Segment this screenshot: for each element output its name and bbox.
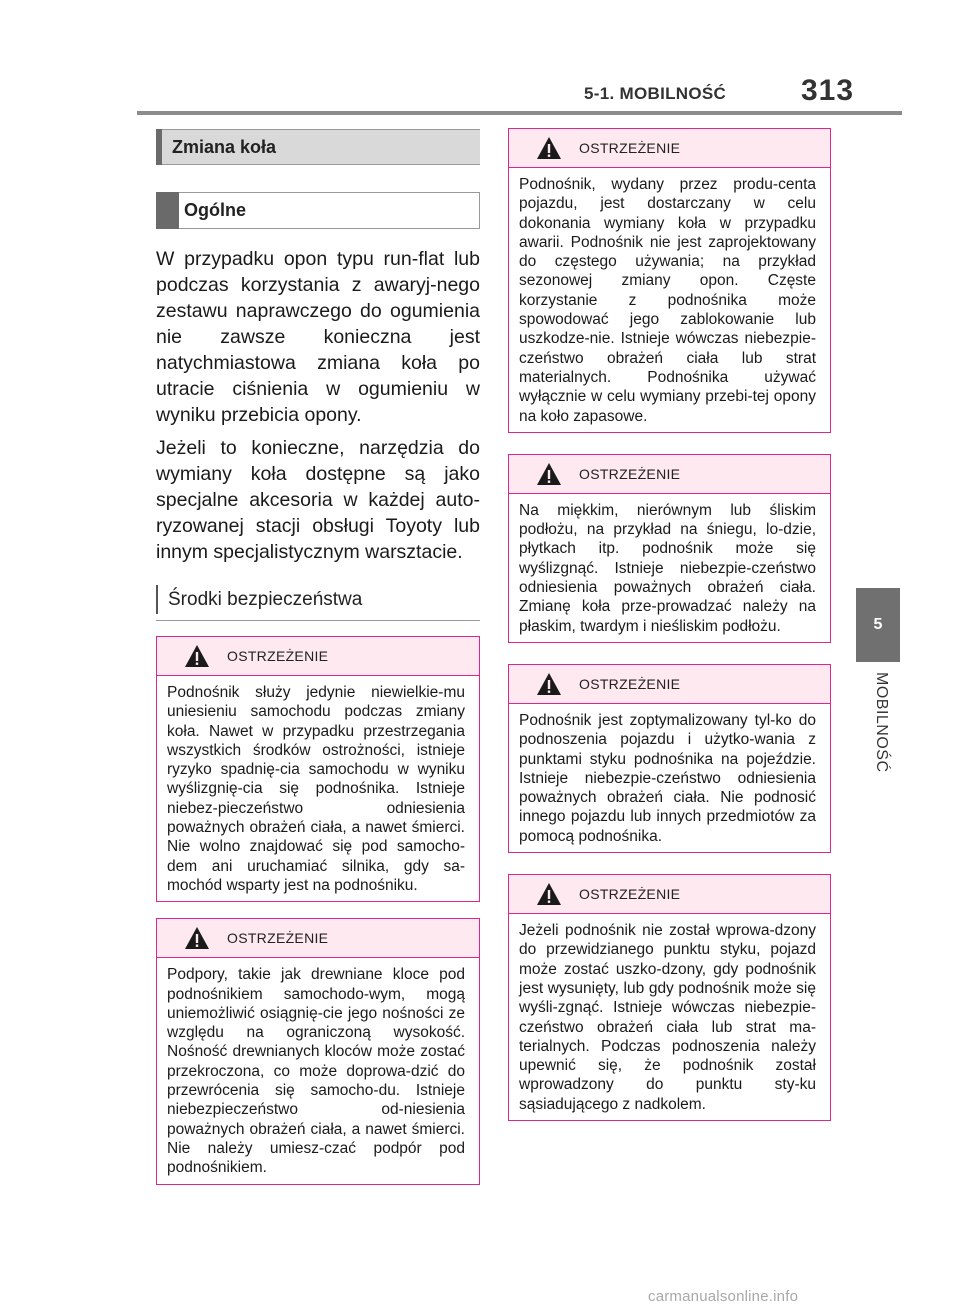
warning-title: OSTRZEŻENIE xyxy=(227,648,329,664)
warning-header xyxy=(157,637,479,676)
left-column xyxy=(156,129,480,1185)
warning-title: OSTRZEŻENIE xyxy=(227,930,329,947)
warning-triangle-icon xyxy=(184,644,210,668)
warning-triangle-icon xyxy=(536,882,562,906)
warning-triangle-icon xyxy=(184,926,210,950)
right-column xyxy=(508,128,831,1121)
warning-text: Podnośnik służy jedynie niewielkie-mu uniesieniu samochodu podczas zmiany koła. Nawet w przypadku przestrzegania wszystkich środków ostrożności, istnieje ryzyko spadnię-cia samochodu w wyniku wyślizgnię-cia się podnośnika. Istnieje niebez-pieczeństwo odniesienia poważnych obrażeń ciała, a nawet śmierci. Nie wolno znajdować się pod samocho-dem ani uruchamiać silnika, gdy sa-mochód wsparty jest na podnośniku. xyxy=(167,684,465,894)
warning-title: OSTRZEŻENIE xyxy=(579,140,681,156)
warning-box xyxy=(508,874,831,1121)
warning-header xyxy=(509,455,830,494)
warning-header xyxy=(509,129,830,168)
warning-title: OSTRZEŻENIE xyxy=(579,675,681,692)
header-rule xyxy=(137,111,902,115)
running-header-section: 5-1. MOBILNOŚĆ xyxy=(584,84,727,103)
warning-triangle-icon xyxy=(536,462,562,486)
body-paragraph: W przypadku opon typu run-flat lub podczas korzystania z awaryj-nego zestawu naprawczego do ogumienia nie zawsze konieczna jest natychmiastowa zmiana koła po utracie ciśnienia w ogumieniu w wyniku przebicia opony. xyxy=(156,248,480,426)
warning-text: Na miękkim, nierównym lub śliskim podłożu, na przykład na śniegu, lo-dzie, płytkach itp. podnośnik może się wyślizgnąć. Istnieje niebezpie-czeństwo odniesienia poważnych obrażeń ciała. Zmianę koła prze-prowadzać należy na płaskim, twardym i nieśliskim podłożu. xyxy=(519,501,816,635)
warning-header xyxy=(157,919,479,958)
warning-header xyxy=(509,875,830,914)
warning-box xyxy=(508,454,831,643)
warning-box xyxy=(508,664,831,853)
warning-text: Podpory, takie jak drewniane kloce pod podnośnikiem samochodo-wym, mogą uniemożliwić osiągnię-cie jego nośności ze względu na ograniczoną wysokość. Nośność drewnianych kloców może zostać przekroczona, co może doprowa-dzić do przewrócenia się samocho-du. Istnieje niebezpieczeństwo od-niesienia poważnych obrażeń ciała, a nawet śmierci. Nie należy umiesz-czać podpór pod podnośnikiem. xyxy=(167,966,465,1177)
subsection-heading: Ogólne xyxy=(156,192,480,229)
warning-text: Podnośnik jest zoptymalizowany tyl-ko do podnoszenia pojazdu i użytko-wania z punktami styku podnośnika na pojeździe. Istnieje niebezpie-czeństwo odniesienia poważnych obrażeń ciała. Nie podnosić innego pojazdu lub innych przedmiotów za pomocą podnośnika. xyxy=(519,711,816,845)
warning-triangle-icon xyxy=(536,672,562,696)
safety-heading: Środki bezpieczeństwa xyxy=(156,579,480,621)
warning-header xyxy=(509,665,830,704)
warning-title: OSTRZEŻENIE xyxy=(579,886,681,903)
warning-box xyxy=(156,636,480,902)
page-number: 313 xyxy=(801,74,855,107)
warning-box xyxy=(156,918,480,1184)
chapter-number: 5 xyxy=(873,616,883,633)
body-paragraph: Jeżeli to konieczne, narzędzia do wymiany koła dostępne są jako specjalne akcesoria w każdej auto-ryzowanej stacji obsługi Toyoty lub innym specjalistycznym warsztacie. xyxy=(156,437,480,563)
warning-text: Jeżeli podnośnik nie został wprowa-dzony do przewidzianego punktu styku, pojazd może zostać uszko-dzony, gdy podnośnik jest wysunięty, lub gdy podnośnik może się wyśli-zgnąć. Istnieje wówczas niebezpie-czeństwo obrażeń ciała lub strat ma-terialnych. Podczas podnoszenia należy upewnić się, że podnośnik został wprowadzony do punktu sty-ku sąsiadującego z nadkolem. xyxy=(519,922,816,1113)
warning-triangle-icon xyxy=(536,136,562,160)
watermark: carmanualsonline.info xyxy=(648,1288,799,1305)
chapter-tab[interactable] xyxy=(856,588,900,662)
warning-box xyxy=(508,128,831,433)
warning-title: OSTRZEŻENIE xyxy=(579,465,681,482)
warning-text: Podnośnik, wydany przez produ-centa pojazdu, jest dostarczany w celu dokonania wymiany koła w przypadku awarii. Podnośnik nie jest zaprojektowany do częstego używania; na przykład sezonowej zmiany opon. Częste korzystanie z podnośnika może spowodować jego zablokowanie lub uszkodze-nie. Istnieje wówczas niebezpie-czeństwo obrażeń ciała lub strat materialnych. Podnośnika używać wyłącznie w celu wymiany przebi-tej opony na koło zapasowe. xyxy=(519,176,816,425)
section-heading: Zmiana koła xyxy=(156,129,480,165)
chapter-label: MOBILNOŚĆ xyxy=(873,672,890,773)
